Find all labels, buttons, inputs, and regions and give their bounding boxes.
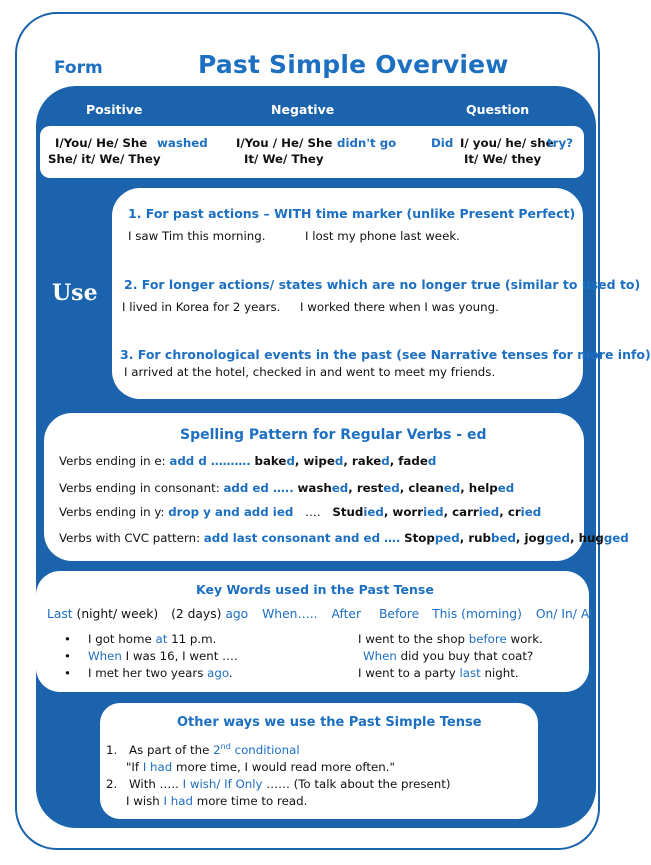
spelling-row4-examples: Stopped, rubbed, jogged, hugged [404,531,629,545]
spelling-example-stem: rub [468,531,491,545]
other-item2-number: 2. [106,777,118,791]
kw-last: Last [47,607,73,621]
spelling-example-stem: bake [254,454,287,468]
kw-ex-text: I was 16, I went …. [125,649,238,663]
spelling-example-suffix: ed [383,481,400,495]
other-item2-example [126,794,307,808]
kw-example-right-1 [358,632,543,646]
spelling-example-stem: wash [297,481,332,495]
other-ex-keyword: I had [142,760,173,774]
other-item2-text: With ….. [129,777,179,791]
spelling-example-stem: wipe [303,454,335,468]
spelling-example-stem: fade [398,454,428,468]
spelling-row2-label: Verbs ending in consonant: [59,481,220,495]
spelling-row1-label: Verbs ending in e: [59,454,166,468]
spelling-example-suffix: d [381,454,390,468]
other-ex-text: more time to read. [196,794,308,808]
other-item1-example [126,760,395,774]
spelling-example-stem: carr [452,505,479,519]
kw-ex-keyword: before [468,632,507,646]
spelling-example-stem: Stop [404,531,435,545]
kw-ex-text: I got home [88,632,152,646]
spelling-row3-examples: Studied, worried, carried, cried [332,505,542,519]
kw-when: When….. [262,607,318,621]
spelling-example-suffix: ed [497,481,515,495]
kw-ex-text: work. [510,632,543,646]
kw-example-right-2 [363,649,533,663]
kw-ex-keyword: last [459,666,481,680]
use-item1-example2: I lost my phone last week. [305,229,460,243]
neg-verb: didn't go [337,136,397,150]
other-ex-text: "If [126,760,140,774]
spelling-example-stem: jog [524,531,546,545]
use-item2-example1: I lived in Korea for 2 years. [122,300,281,314]
use-item1-heading: 1. For past actions – WITH time marker (unlike Present Perfect) [128,206,576,221]
spelling-row2-rule: add ed ….. [223,481,294,495]
use-item2-example2: I worked there when I was young. [300,300,499,314]
spelling-example-suffix: d [427,454,437,468]
spelling-row4-rule: add last consonant and ed …. [203,531,401,545]
use-item3-example: I arrived at the hotel, checked in and went to meet my friends. [124,365,496,379]
negative-heading: Negative [271,102,335,117]
keywords-title: Key Words used in the Past Tense [196,582,434,597]
spelling-example-suffix: bed [491,531,516,545]
other-ex-text: more time, I would read more often." [176,760,395,774]
spelling-example-suffix: ied [520,505,542,519]
pos-verb: washed [157,136,208,150]
other-title: Other ways we use the Past Simple Tense [177,715,482,730]
spelling-example-suffix: ied [478,505,500,519]
form-label: Form [54,58,103,78]
spelling-example-suffix: ged [603,531,629,545]
neg-subjects-2: It/ We/ They [244,152,324,166]
kw-ex-text: did you buy that coat? [400,649,534,663]
kw-on-in-at: On/ In/ At [535,607,594,621]
kw-ago: ago [225,607,249,621]
other-item1-ordinal: 2 [213,742,221,757]
use-item1-example1: I saw Tim this morning. [128,229,266,243]
spelling-example-stem: clean [408,481,444,495]
other-item1-number: 1. [106,742,118,757]
other-item2 [106,777,450,791]
spelling-example-stem: rest [356,481,384,495]
spelling-example-suffix: ed [443,481,461,495]
other-item1-text: As part of the [129,742,210,757]
spelling-example-suffix: d [334,454,344,468]
spelling-row3-dots: …. [305,505,321,519]
spelling-row3-rule: drop y and add ied [168,505,294,519]
spelling-row2 [59,481,514,495]
other-item1-keyword: conditional [234,742,300,757]
kw-ex-keyword: When [363,649,397,663]
q-subjects-1: I/ you/ he/ she [460,136,554,150]
spelling-example-stem: Stud [332,505,364,519]
other-item1-ordinal-suffix: nd [220,742,231,751]
use-item2-heading: 2. For longer actions/ states which are no longer true (similar to used to) [124,277,641,292]
spelling-example-suffix: ped [434,531,460,545]
spelling-example-suffix: ed [331,481,349,495]
spelling-example-suffix: ied [363,505,384,519]
kw-this-paren: (morning) [461,607,522,621]
spelling-example-stem: rake [351,454,382,468]
q-verb: try? [547,136,573,150]
kw-example-right-3 [358,666,519,680]
kw-ex-text: I went to the shop [358,632,466,646]
kw-ex-keyword: When [88,649,122,663]
spelling-row3 [59,505,541,519]
kw-example-left-3 [88,666,233,680]
use-label: Use [52,280,98,306]
spelling-row1-rule: add d ………. [169,454,251,468]
use-item3-heading: 3. For chronological events in the past (see Narrative tenses for more info) [120,347,651,362]
kw-ex-text: 11 p.m. [171,632,217,646]
spelling-example-stem: cr [507,505,521,519]
kw-ex-text: night. [484,666,519,680]
kw-ex-text: I went to a party [358,666,456,680]
spelling-row4 [59,531,629,545]
page-title: Past Simple Overview [198,50,509,79]
kw-example-left-1 [88,632,216,646]
spelling-example-suffix: ied [423,505,444,519]
q-subjects-2: It/ We/ they [464,152,542,166]
kw-example-left-2 [88,649,238,663]
question-heading: Question [466,102,530,117]
positive-heading: Positive [86,102,143,117]
spelling-row3-label: Verbs ending in y: [59,505,165,519]
pos-subjects-2: She/ it/ We/ They [48,152,161,166]
kw-days-paren: (2 days) [171,607,222,621]
neg-subjects-1: I/You / He/ She [236,136,333,150]
pos-subjects-1: I/You/ He/ She [55,136,148,150]
keywords-row [47,607,594,621]
spelling-example-suffix: d [286,454,295,468]
kw-last-paren: (night/ week) [76,607,159,621]
other-item2-keyword: I wish/ If Only [182,777,263,791]
other-item1 [106,742,300,757]
kw-after: After [331,607,362,621]
q-aux: Did [431,136,454,150]
spelling-example-stem: help [468,481,498,495]
spelling-row4-label: Verbs with CVC pattern: [59,531,201,545]
kw-before: Before [378,607,420,621]
spelling-title: Spelling Pattern for Regular Verbs - ed [180,427,487,443]
spelling-row1-examples: baked, wiped, raked, faded [254,454,437,468]
kw-ex-keyword: ago [207,666,229,680]
spelling-row2-examples: washed, rested, cleaned, helped [297,481,515,495]
spelling-example-stem: worr [392,505,424,519]
kw-ex-text: I met her two years [88,666,204,680]
spelling-example-suffix: ged [545,531,570,545]
spelling-row1 [59,454,436,468]
kw-ex-keyword: at [155,632,168,646]
kw-ex-text: . [228,666,233,680]
other-item2-note: …… (To talk about the present) [266,777,451,791]
spelling-example-stem: hug [578,531,604,545]
other-ex-text: I wish [126,794,160,808]
kw-this: This [432,607,458,621]
other-ex-keyword: I had [163,794,193,808]
